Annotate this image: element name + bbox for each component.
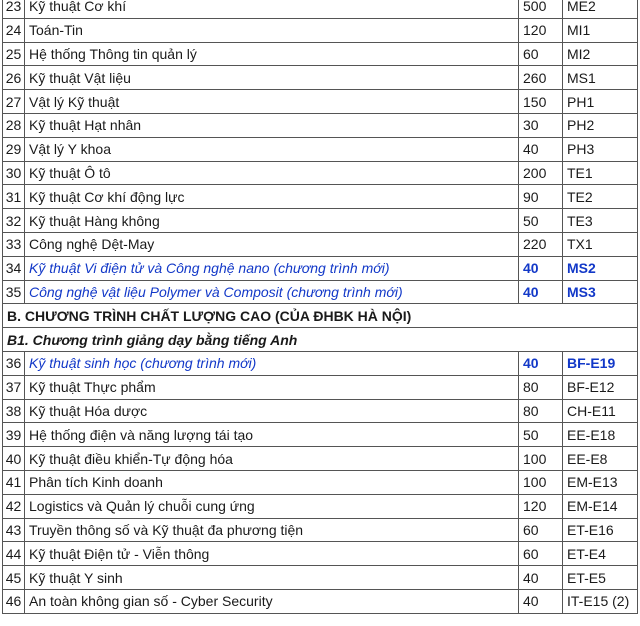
row-number: 45 [3, 566, 25, 590]
program-code: TE1 [563, 161, 638, 185]
table-row [3, 494, 638, 518]
admissions-table-body [3, 0, 638, 613]
program-code: BF-E12 [563, 375, 638, 399]
table-row [3, 42, 638, 66]
table-row [3, 566, 638, 590]
quota: 120 [519, 18, 563, 42]
program-code: MI2 [563, 42, 638, 66]
program-code: EM-E14 [563, 494, 638, 518]
program-name: Kỹ thuật Vi điện tử và Công nghệ nano (chương trình mới) [25, 256, 519, 280]
program-name: Kỹ thuật Y sinh [25, 566, 519, 590]
program-name: Kỹ thuật Cơ khí [25, 0, 519, 18]
row-number: 39 [3, 423, 25, 447]
program-code: ME2 [563, 0, 638, 18]
program-code: PH3 [563, 137, 638, 161]
row-number: 34 [3, 256, 25, 280]
row-number: 30 [3, 161, 25, 185]
program-name: Toán-Tin [25, 18, 519, 42]
table-row [3, 209, 638, 233]
admissions-table [2, 0, 638, 614]
program-code: PH2 [563, 113, 638, 137]
table-row [3, 518, 638, 542]
quota: 80 [519, 399, 563, 423]
program-code: ET-E16 [563, 518, 638, 542]
row-number: 29 [3, 137, 25, 161]
row-number: 26 [3, 66, 25, 90]
row-number: 28 [3, 113, 25, 137]
program-name: Truyền thông số và Kỹ thuật đa phương tiện [25, 518, 519, 542]
program-code: PH1 [563, 90, 638, 114]
program-code: TE3 [563, 209, 638, 233]
row-number: 38 [3, 399, 25, 423]
quota: 40 [519, 589, 563, 613]
row-number: 41 [3, 470, 25, 494]
program-code: BF-E19 [563, 351, 638, 375]
row-number: 42 [3, 494, 25, 518]
program-name: Công nghệ vật liệu Polymer và Composit (chương trình mới) [25, 280, 519, 304]
quota: 220 [519, 232, 563, 256]
quota: 500 [519, 0, 563, 18]
program-code: MI1 [563, 18, 638, 42]
table-row [3, 542, 638, 566]
program-name: Công nghệ Dệt-May [25, 232, 519, 256]
table-row [3, 589, 638, 613]
quota: 150 [519, 90, 563, 114]
table-row [3, 185, 638, 209]
table-row [3, 90, 638, 114]
quota: 60 [519, 42, 563, 66]
quota: 200 [519, 161, 563, 185]
program-code: EE-E8 [563, 447, 638, 471]
program-name: Kỹ thuật Hóa dược [25, 399, 519, 423]
program-code: MS3 [563, 280, 638, 304]
table-row [3, 66, 638, 90]
program-name: An toàn không gian số - Cyber Security [25, 589, 519, 613]
table-row [3, 423, 638, 447]
quota: 50 [519, 209, 563, 233]
quota: 80 [519, 375, 563, 399]
row-number: 23 [3, 0, 25, 18]
program-code: ET-E5 [563, 566, 638, 590]
program-name: Hệ thống Thông tin quản lý [25, 42, 519, 66]
table-row-new-program [3, 256, 638, 280]
program-name: Kỹ thuật sinh học (chương trình mới) [25, 351, 519, 375]
row-number: 44 [3, 542, 25, 566]
program-name: Kỹ thuật Cơ khí động lực [25, 185, 519, 209]
quota: 40 [519, 137, 563, 161]
row-number: 35 [3, 280, 25, 304]
program-code: MS2 [563, 256, 638, 280]
quota: 90 [519, 185, 563, 209]
table-row [3, 232, 638, 256]
table-row [3, 18, 638, 42]
section-title: B. CHƯƠNG TRÌNH CHẤT LƯỢNG CAO (CỦA ĐHBK HÀ NỘI) [3, 304, 638, 328]
quota: 260 [519, 66, 563, 90]
program-code: EM-E13 [563, 470, 638, 494]
quota: 40 [519, 256, 563, 280]
program-name: Vật lý Y khoa [25, 137, 519, 161]
quota: 50 [519, 423, 563, 447]
program-name: Kỹ thuật Thực phẩm [25, 375, 519, 399]
quota: 30 [519, 113, 563, 137]
quota: 60 [519, 518, 563, 542]
row-number: 32 [3, 209, 25, 233]
table-row-new-program [3, 280, 638, 304]
quota: 60 [519, 542, 563, 566]
table-row [3, 113, 638, 137]
program-code: TE2 [563, 185, 638, 209]
section-header [3, 304, 638, 328]
quota: 100 [519, 470, 563, 494]
program-code: TX1 [563, 232, 638, 256]
row-number: 27 [3, 90, 25, 114]
program-code: ET-E4 [563, 542, 638, 566]
program-code: EE-E18 [563, 423, 638, 447]
table-row-new-program [3, 351, 638, 375]
program-name: Vật lý Kỹ thuật [25, 90, 519, 114]
quota: 40 [519, 280, 563, 304]
table-row [3, 137, 638, 161]
row-number: 24 [3, 18, 25, 42]
program-name: Kỹ thuật Vật liệu [25, 66, 519, 90]
program-code: MS1 [563, 66, 638, 90]
row-number: 33 [3, 232, 25, 256]
subsection-title: B1. Chương trình giảng dạy bằng tiếng Anh [3, 328, 638, 352]
row-number: 31 [3, 185, 25, 209]
program-name: Kỹ thuật Hạt nhân [25, 113, 519, 137]
program-name: Kỹ thuật điều khiển-Tự động hóa [25, 447, 519, 471]
program-name: Phân tích Kinh doanh [25, 470, 519, 494]
table-row [3, 375, 638, 399]
program-code: CH-E11 [563, 399, 638, 423]
table-row [3, 399, 638, 423]
program-name: Kỹ thuật Hàng không [25, 209, 519, 233]
row-number: 25 [3, 42, 25, 66]
program-code: IT-E15 (2) [563, 589, 638, 613]
row-number: 43 [3, 518, 25, 542]
table-row [3, 447, 638, 471]
row-number: 46 [3, 589, 25, 613]
quota: 100 [519, 447, 563, 471]
subsection-header [3, 328, 638, 352]
quota: 120 [519, 494, 563, 518]
row-number: 37 [3, 375, 25, 399]
quota: 40 [519, 351, 563, 375]
program-name: Kỹ thuật Ô tô [25, 161, 519, 185]
table-row [3, 470, 638, 494]
program-name: Logistics và Quản lý chuỗi cung ứng [25, 494, 519, 518]
program-name: Kỹ thuật Điện tử - Viễn thông [25, 542, 519, 566]
quota: 40 [519, 566, 563, 590]
table-row [3, 0, 638, 18]
row-number: 40 [3, 447, 25, 471]
table-row [3, 161, 638, 185]
program-name: Hệ thống điện và năng lượng tái tạo [25, 423, 519, 447]
row-number: 36 [3, 351, 25, 375]
